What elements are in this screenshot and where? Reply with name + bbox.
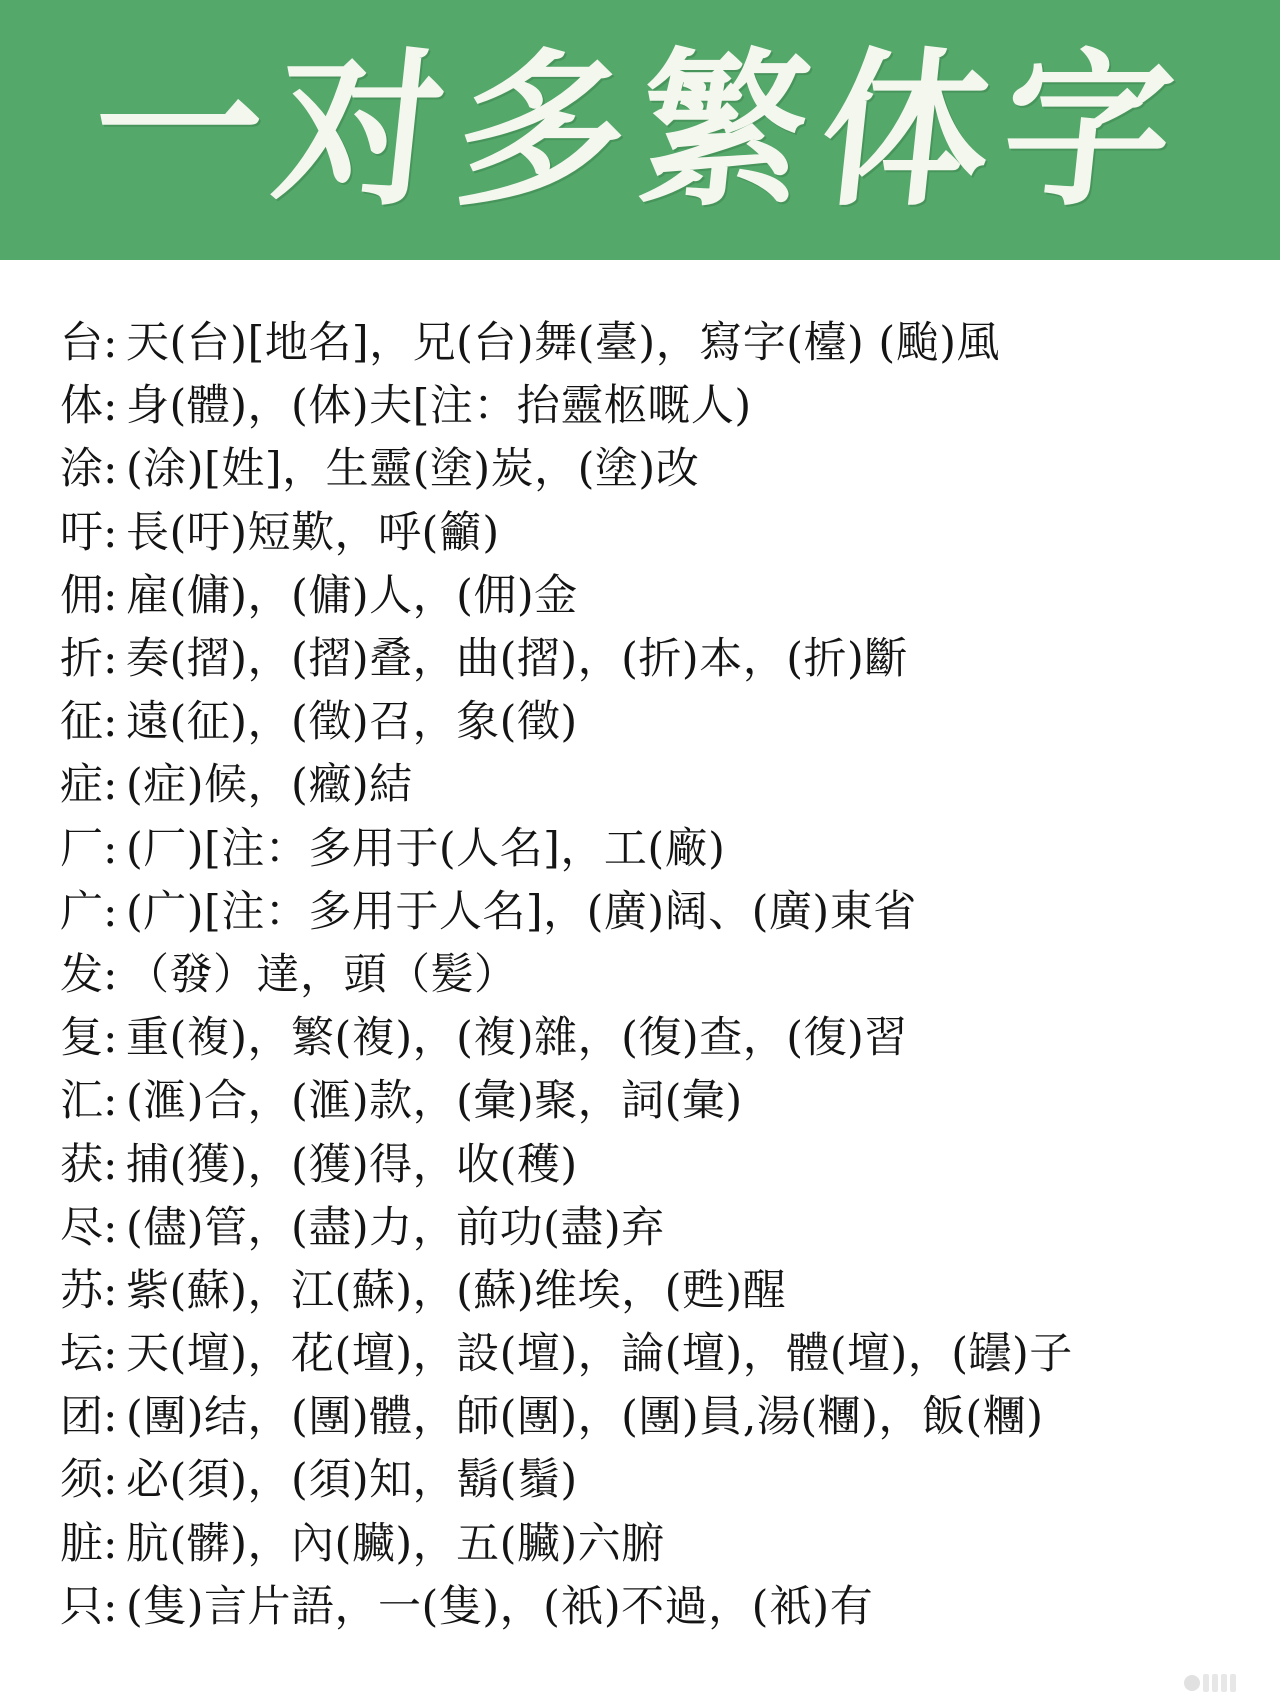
list-item — [60, 881, 1260, 944]
watermark-bar-icon — [1212, 1674, 1218, 1692]
entry-head-char: 尽: — [60, 1202, 118, 1253]
entry-head-char: 佣: — [60, 570, 118, 621]
entry-head-char: 只: — [60, 1581, 118, 1632]
entry-usage-text: (症)候，(癥)結 — [126, 760, 413, 811]
entry-list — [60, 312, 1260, 1639]
list-item — [60, 502, 1260, 565]
entry-head-char: 团: — [60, 1392, 118, 1443]
entry-head-char: 征: — [60, 697, 118, 748]
entry-head-char: 吁: — [60, 507, 118, 558]
page-title: 一对多繁体字 — [83, 31, 1197, 229]
list-item — [60, 1576, 1260, 1639]
watermark-bar-icon — [1203, 1674, 1209, 1692]
entry-head-char: 须: — [60, 1455, 118, 1506]
entry-usage-text: (儘)管，(盡)力，前功(盡)弃 — [126, 1202, 665, 1253]
entry-usage-text: 身(體)，(体)夫[注：抬靈柩嘅人) — [126, 381, 752, 432]
entry-usage-text: 長(吁)短歎，呼(籲) — [126, 507, 500, 558]
entry-usage-text: 紫(蘇)，江(蘇)，(蘇)维埃，(甦)醒 — [126, 1265, 787, 1316]
entry-head-char: 广: — [60, 886, 118, 937]
entry-head-char: 发: — [60, 949, 118, 1000]
list-item — [60, 1260, 1260, 1323]
entry-usage-text: (涂)[姓]，生靈(塗)炭，(塗)改 — [126, 444, 700, 495]
entry-usage-text: 雇(傭)，(傭)人，(佣)金 — [126, 570, 578, 621]
watermark-logo-icon — [1184, 1672, 1266, 1694]
entry-usage-text: 天(台)[地名]，兄(台)舞(臺)，寫字(檯) (颱)風 — [126, 318, 1000, 369]
entry-head-char: 症: — [60, 760, 118, 811]
list-item — [60, 1449, 1260, 1512]
list-item — [60, 1513, 1260, 1576]
entry-usage-text: 必(須)，(須)知，鬍(鬚) — [126, 1455, 578, 1506]
watermark-dot-icon — [1184, 1675, 1200, 1691]
entry-usage-text: (厂)[注：多用于(人名]，工(廠) — [126, 823, 726, 874]
entry-usage-text: 肮(髒)，內(臟)，五(臟)六腑 — [126, 1518, 665, 1569]
list-item — [60, 818, 1260, 881]
list-item — [60, 375, 1260, 438]
list-item — [60, 1386, 1260, 1449]
entry-head-char: 苏: — [60, 1265, 118, 1316]
title-banner — [0, 0, 1280, 260]
list-item — [60, 565, 1260, 628]
entry-head-char: 坛: — [60, 1329, 118, 1380]
list-item — [60, 1007, 1260, 1070]
entry-head-char: 脏: — [60, 1518, 118, 1569]
entry-head-char: 获: — [60, 1139, 118, 1190]
entry-usage-text: 遠(征)，(徵)召，象(徵) — [126, 697, 578, 748]
list-item — [60, 1323, 1260, 1386]
entry-head-char: 复: — [60, 1013, 118, 1064]
entry-usage-text: (隻)言片語，一(隻)，(衹)不過，(衹)有 — [126, 1581, 874, 1632]
entry-head-char: 折: — [60, 634, 118, 685]
watermark-bar-icon — [1230, 1674, 1236, 1692]
entry-usage-text: 天(壇)，花(壇)，設(壇)，論(壇)，體(壇)，(罎)子 — [126, 1329, 1073, 1380]
entry-usage-text: 奏(摺)，(摺)叠，曲(摺)，(折)本，(折)斷 — [126, 634, 908, 685]
list-item — [60, 754, 1260, 817]
entry-usage-text: (广)[注：多用于人名]，(廣)阔、(廣)東省 — [126, 886, 917, 937]
entry-usage-text: (滙)合，(滙)款，(彙)聚，詞(彙) — [126, 1076, 743, 1127]
entry-head-char: 涂: — [60, 444, 118, 495]
list-item — [60, 628, 1260, 691]
entry-head-char: 台: — [60, 318, 118, 369]
list-item — [60, 691, 1260, 754]
entry-head-char: 厂: — [60, 823, 118, 874]
list-item — [60, 944, 1260, 1007]
list-item — [60, 1133, 1260, 1196]
entry-head-char: 汇: — [60, 1076, 118, 1127]
list-item — [60, 312, 1260, 375]
entry-head-char: 体: — [60, 381, 118, 432]
entry-usage-text: 重(複)，繁(複)，(複)雜，(復)查，(復)習 — [126, 1013, 908, 1064]
list-item — [60, 1197, 1260, 1260]
entry-usage-text: (團)结，(團)體，師(團)，(團)員,湯(糰)，飯(糰) — [126, 1392, 1044, 1443]
watermark-bar-icon — [1221, 1674, 1227, 1692]
entry-usage-text: 捕(獲)，(獲)得，收(穫) — [126, 1139, 578, 1190]
list-item — [60, 438, 1260, 501]
list-item — [60, 1070, 1260, 1133]
entry-usage-text: （發）達，頭（髪） — [126, 949, 518, 1000]
